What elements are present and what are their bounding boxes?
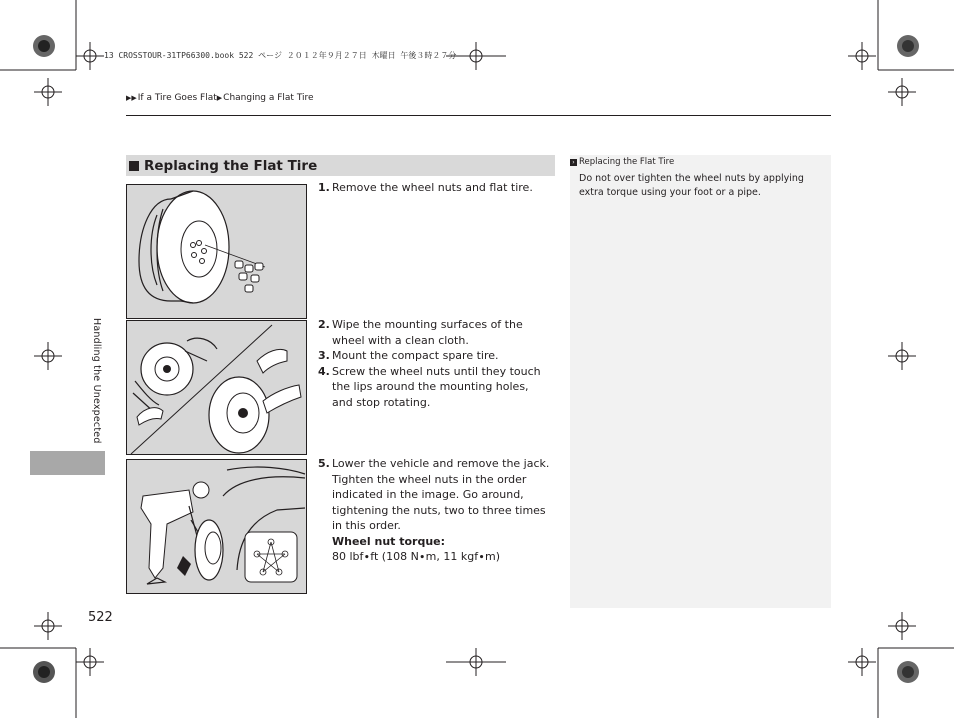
step-5 — [318, 456, 552, 565]
step-number: 1. — [318, 181, 330, 194]
tire-and-nuts-illustration — [127, 185, 306, 318]
illustration-mount-spare — [126, 320, 307, 455]
page-number: 522 — [88, 610, 113, 625]
note-title — [570, 157, 674, 167]
breadcrumb — [126, 93, 314, 103]
note-panel — [570, 155, 831, 608]
breadcrumb-separator-icon: ▶ — [216, 94, 223, 102]
header-divider — [126, 115, 831, 116]
breadcrumb-item-tire-flat[interactable]: If a Tire Goes Flat — [137, 93, 217, 103]
print-header: 13 CROSSTOUR-31TP66300.book 522 ページ ２０１２年９月２７日 木曜日 午後３時２７分 — [104, 51, 457, 60]
spare-mount-illustration — [127, 321, 306, 454]
tightening-illustration — [127, 460, 306, 593]
step-2 — [318, 317, 552, 348]
reference-icon: › — [570, 159, 577, 166]
step-number: 4. — [318, 364, 330, 378]
torque-label: Wheel nut torque: — [332, 534, 446, 548]
step-number: 3. — [318, 349, 330, 362]
step-4 — [318, 364, 552, 411]
steps-2-4 — [318, 317, 552, 410]
illustration-tighten-nuts — [126, 459, 307, 594]
step-number: 5. — [318, 457, 330, 470]
step-text: Screw the wheel nuts until they touch the lips around the mounting holes, and stop rotating. — [332, 364, 541, 409]
note-body: Do not over tighten the wheel nuts by applying extra torque using your foot or a pipe. — [579, 173, 804, 198]
side-chapter-label: Handling the Unexpected — [91, 318, 102, 444]
step-number: 2. — [318, 318, 330, 331]
step-1 — [318, 180, 552, 196]
section-title: Replacing the Flat Tire — [144, 157, 318, 174]
step-text: Remove the wheel nuts and flat tire. — [332, 181, 533, 194]
note-title-text: Replacing the Flat Tire — [579, 157, 675, 167]
section-heading — [126, 155, 555, 176]
breadcrumb-item-changing-tire[interactable]: Changing a Flat Tire — [223, 93, 314, 103]
torque-value: 80 lbf∙ft (108 N∙m, 11 kgf∙m) — [332, 550, 500, 563]
breadcrumb-arrow-icon: ▶▶ — [126, 94, 137, 102]
chapter-tab[interactable] — [30, 451, 105, 475]
step-3 — [318, 348, 552, 364]
section-square-icon — [129, 161, 139, 171]
step-text: Mount the compact spare tire. — [332, 349, 499, 362]
step-text: Lower the vehicle and remove the jack. Tighten the wheel nuts in the order indicated in the image. Go around, tightening the nuts, two to three times in this order. — [332, 457, 550, 532]
illustration-remove-tire — [126, 184, 307, 319]
step-text: Wipe the mounting surfaces of the wheel with a clean cloth. — [332, 318, 523, 347]
